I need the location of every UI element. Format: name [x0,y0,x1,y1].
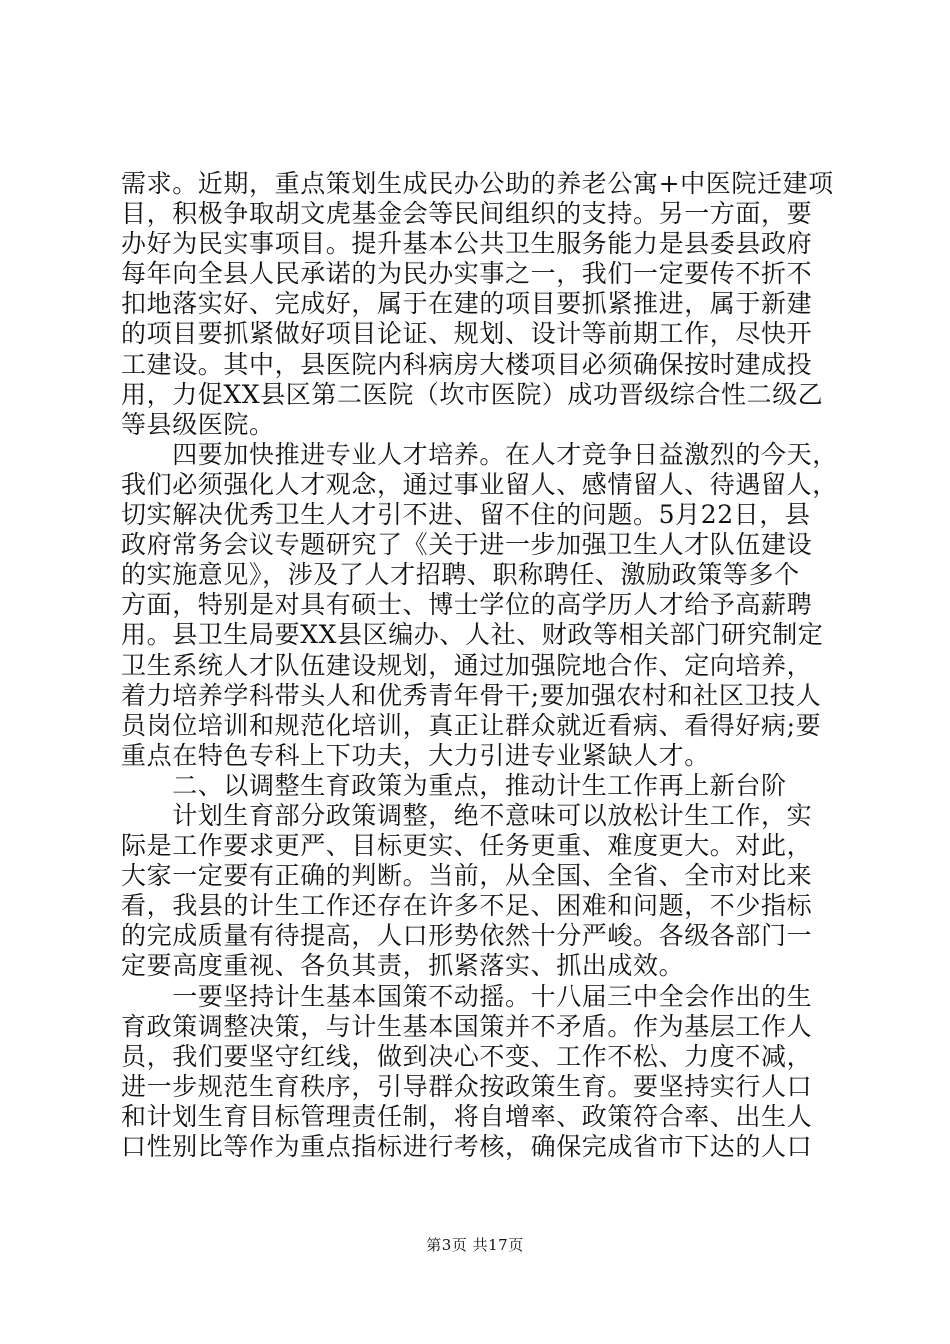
document-body [121,169,841,1162]
page-number-footer: 第3页 共17页 [426,1236,524,1254]
paragraph-policy-adjustment: 计划生育部分政策调整，绝不意味可以放松计生工作，实 际是工作要求更严、目标更实、任务更重、难度更大。对此， 大家一定要有正确的判断。当前，从全国、全省、全市对比来 看，我县的计生工作还存在许多不足、困难和问题，不少指标 的完成质量有待提高，人口形势依然十分严峻。各级各部门一 定要高度重视、各负其责，抓紧落实、抓出成效。 [121,800,813,981]
paragraph-talent-training: 四要加快推进专业人才培养。在人才竞争日益激烈的今天， 我们必须强化人才观念，通过事业留人、感情留人、待遇留人， 切实解决优秀卫生人才引不进、留不住的问题。5月22日，县 政府常务会议专题研究了《关于进一步加强卫生人才队伍建设 的实施意见》，涉及了人才招聘、职称聘任、激励政策等多个 方面，特别是对具有硕士、博士学位的高学历人才给予高薪聘 用。县卫生局要XX县区编办、人社、财政等相关部门研究制定 卫生系统人才队伍建设规划，通过加强院地合作、定向培养， 着力培养学科带头人和优秀青年骨干;要加强农村和社区卫技人 员岗位培训和规范化培训，真正让群众就近看病、看得好病;要 重点在特色专科上下功夫，大力引进专业紧缺人才。 [121,439,838,770]
paragraph-basic-national-policy: 一要坚持计生基本国策不动摇。十八届三中全会作出的生 育政策调整决策，与计生基本国策并不矛盾。作为基层工作人 员，我们要坚守红线，做到决心不变、工作不松、力度不减， 进一步规范生育秩序，引导群众按政策生育。要坚持实行人口 和计划生育目标管理责任制，将自增率、政策符合率、出生人 口性别比等作为重点指标进行考核，确保完成省市下达的人口 [121,981,813,1161]
paragraph-demand: 需求。近期，重点策划生成民办公助的养老公寓+中医院迁建项 目，积极争取胡文虎基金会等民间组织的支持。另一方面，要 办好为民实事项目。提升基本公共卫生服务能力是县委县政府 每年向全县人民承诺的为民办实事之一，我们一定要传不折不 扣地落实好、完成好，属于在建的项目要抓紧推进，属于新建 的项目要抓紧做好项目论证、规划、设计等前期工作，尽快开 工建设。其中，县医院内科病房大楼项目必须确保按时建成投 用，力促XX县区第二医院（坎市医院）成功晋级综合性二级乙 等县级医院。 [121,169,834,439]
section-heading-family-planning: 二、以调整生育政策为重点，推动计生工作再上新台阶 [121,770,787,800]
